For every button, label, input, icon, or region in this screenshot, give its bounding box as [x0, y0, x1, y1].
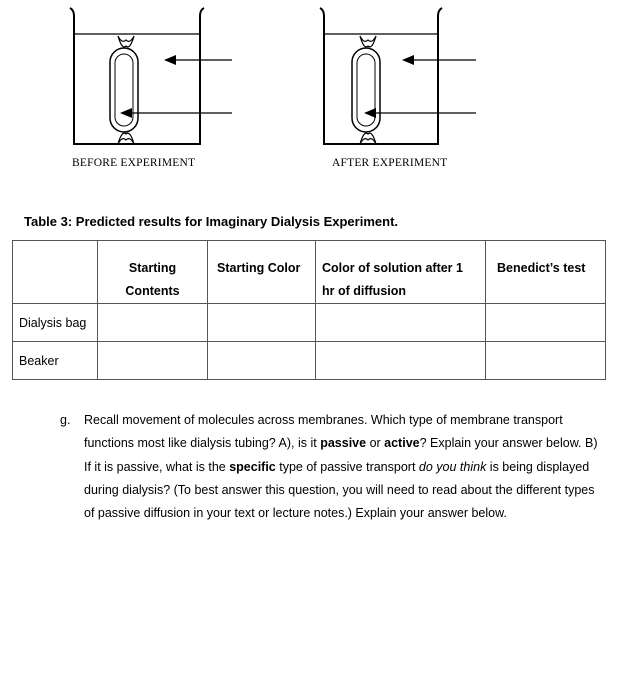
after-experiment-caption: AFTER EXPERIMENT: [332, 157, 448, 169]
answer-cell[interactable]: [98, 342, 208, 380]
header-color-after-line1: Color of solution after 1: [322, 261, 463, 275]
header-benedicts-test: [486, 241, 606, 304]
emphasis-active: active: [384, 436, 420, 451]
answer-cell[interactable]: [486, 342, 606, 380]
header-starting-contents-line1: Starting: [128, 261, 177, 275]
results-table: [12, 240, 606, 380]
answer-cell[interactable]: [316, 304, 486, 342]
table-header-row: [13, 241, 606, 304]
beaker-after-illustration: [310, 0, 490, 150]
row-label-cell: [13, 304, 98, 342]
beaker-before-illustration: [60, 0, 240, 150]
header-starting-color: [208, 241, 316, 304]
before-experiment-caption: BEFORE EXPERIMENT: [72, 157, 196, 169]
before-experiment-diagram: [60, 0, 240, 150]
emphasis-specific: specific: [229, 459, 276, 474]
question-text: Recall movement of molecules across membranes. Which type of membrane transport functions most like dialysis tubing? A), is it passive or active? Explain your answer below. B) If it is passive, what is the specific type of passive transport do you think is being displayed during dialysis? (To best answer this question, you will need to read about the different types of passive diffusion in your text or lecture notes.) Explain your answer below.: [84, 413, 598, 521]
header-starting-contents-line2: Contents: [125, 284, 180, 298]
question-letter: g.: [60, 413, 71, 427]
row-label-cell: [13, 342, 98, 380]
header-starting-contents: [98, 241, 208, 304]
question-g: [60, 409, 600, 525]
header-benedicts-test-text: Benedict’s test: [497, 261, 586, 275]
answer-cell[interactable]: [98, 304, 208, 342]
answer-cell[interactable]: [208, 342, 316, 380]
answer-cell[interactable]: [208, 304, 316, 342]
row-label: Dialysis bag: [19, 316, 87, 330]
table-title: Table 3: Predicted results for Imaginary Dialysis Experiment.: [24, 214, 399, 229]
table-row: [13, 304, 606, 342]
after-experiment-diagram: [310, 0, 490, 150]
header-starting-color-text: Starting Color: [217, 261, 301, 275]
answer-cell[interactable]: [316, 342, 486, 380]
answer-cell[interactable]: [486, 304, 606, 342]
header-color-after: [316, 241, 486, 304]
header-color-after-line2: hr of diffusion: [322, 284, 407, 298]
header-cell-empty: [13, 241, 98, 304]
emphasis-passive: passive: [320, 436, 367, 451]
emphasis-do-you-think: do you think: [418, 459, 487, 474]
table-row: [13, 342, 606, 380]
row-label: Beaker: [19, 354, 59, 368]
